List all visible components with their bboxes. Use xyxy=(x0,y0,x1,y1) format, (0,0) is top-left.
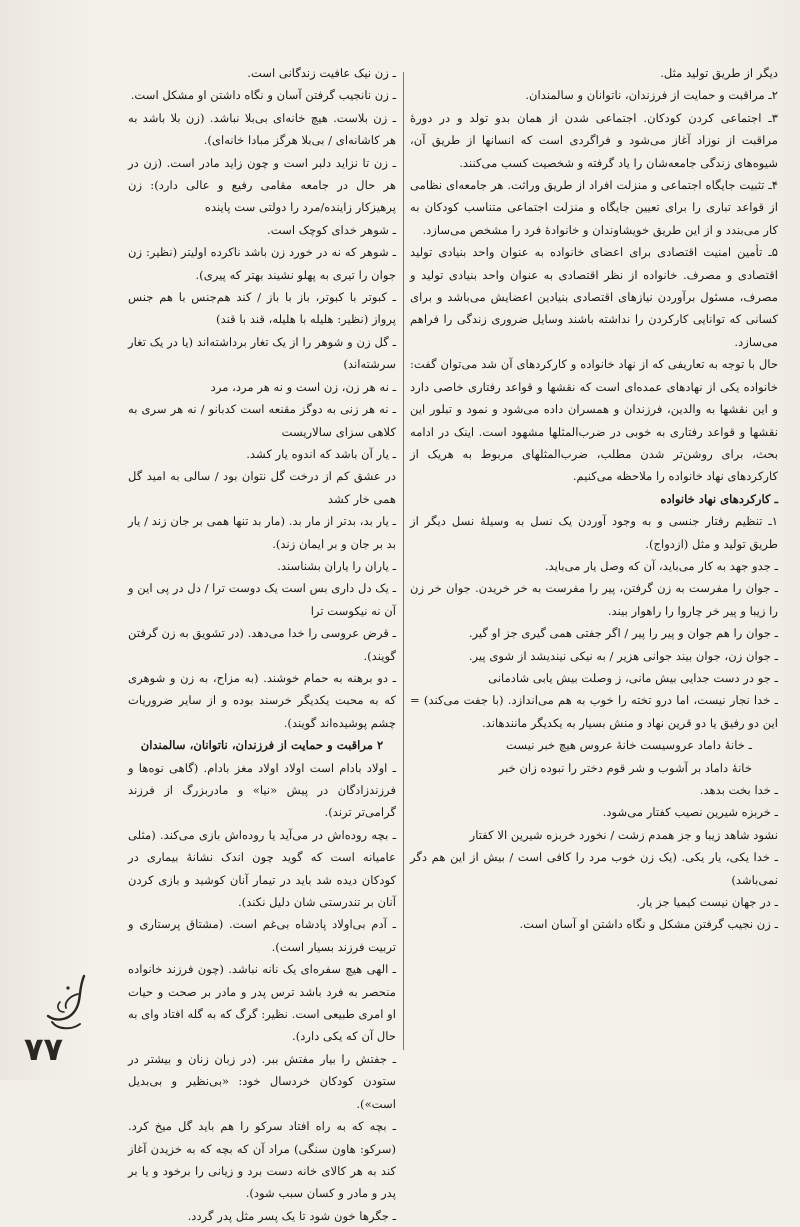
proverb: ـ اولاد بادام است اولاد اولاد مغز بادام. (گاهی نوه‌ها و فرزندزادگان در پیش «نیا» و مادربزرگ از فرزند گرامی‌تر ترند). xyxy=(128,760,396,820)
paragraph: دیگر از طریق تولید مثل. xyxy=(660,66,778,80)
proverb: ـ خربزه شیرین نصیب کفتار می‌شود. xyxy=(602,805,778,820)
proverb: ـ زن نجیب گرفتن مشکل و نگاه داشتن او آسان است. xyxy=(519,917,778,932)
left-column xyxy=(128,62,396,1223)
proverb: ـ دو برهنه به حمام خوشند. (به مزاح، به زن و شوهری که به محبت یکدیگر خرسند بوده و از سایر ضروریات چشم پوشیده‌اند گویند). xyxy=(128,670,396,730)
proverb: ـ یک دل داری بس است یک دوست ترا / دل در پی این و آن نه نیکوست ترا xyxy=(128,581,396,618)
kerman-logo-icon xyxy=(38,972,92,1036)
right-column xyxy=(410,62,778,1050)
proverb: ـ خدا بخت بدهد. xyxy=(699,783,778,797)
proverb: ـ زن نیک عافیت زندگانی است. xyxy=(247,66,396,80)
page-number: ۷۷ xyxy=(24,1030,64,1068)
proverb: ـ گل زن و شوهر را از یک تغار برداشته‌اند (یا در یک تغار سرشته‌اند) xyxy=(128,334,396,372)
proverb: ـ بچه که به راه افتاد سرکو را هم باید گل میخ کرد. (سرکو: هاون سنگی) مراد آن که بچه که به خزیدن آغاز کند به هر کالای خانه دست برد و زیانی را برخود و یا بر پدر و مادر و کسان سبب شود). xyxy=(128,1119,396,1201)
proverb: ـ در جهان نیست کیمیا جز یار. xyxy=(636,895,778,910)
proverb: ـ جگرها خون شود تا یک پسر مثل پدر گردد. xyxy=(187,1208,396,1223)
proverb: ـ نه هر زن، زن است و نه هر مرد، مرد xyxy=(210,379,396,394)
column-divider xyxy=(403,72,404,1050)
proverb: ـ جفتش را بیار مفتش ببر. (در زبان زنان و بیشتر در ستودن کودکان خردسال خود: «بی‌نظیر و بی‌بدیل است»). xyxy=(128,1051,396,1111)
paragraph: ۵ـ تأمین امنیت اقتصادی برای اعضای خانواده به عنوان واحد بنیادی تولید اقتصادی و مصرف. خانواده از نظر اقتصادی به عنوان واحد بنیادی تولید و مصرف، مسئول برآوردن نیازهای اقتصادی بنیادین اعضایش می‌باشد و برای کسانی که توانایی کارکردن را نداشته باشند وسایل ضروری زندگی را فراهم می‌سازد. xyxy=(410,245,778,349)
proverb: ـ جدو جهد به کار می‌باید، آن که وصل یار می‌باید. xyxy=(544,558,778,573)
paragraph: ۳ـ اجتماعی کردن کودکان. اجتماعی شدن از همان بدو تولد و در دورهٔ مراقبت از نوزاد آغاز می‌شود و فراگردی است که انسانها از طریق آن، شیوه‌های زندگی جامعه‌شان را یاد گرفته و شخصیت کسب می‌کنند. xyxy=(410,110,778,170)
poem-line: ـ خانهٔ داماد عروسیست خانهٔ عروس هیچ خبر نیست xyxy=(506,738,752,753)
section-heading: ـ کارکردهای نهاد خانواده xyxy=(660,491,778,506)
proverb: ـ نه هر زنی به دوگز مقنعه است کدبانو / نه هر سری به کلاهی سزای سالاریست xyxy=(128,402,396,439)
paragraph: ۲ـ مراقبت و حمایت از فرزندان، ناتوانان و سالمندان. xyxy=(525,88,778,103)
proverb: ـ الهی هیچ سفره‌ای یک نانه نباشد. (چون فرزند خانواده منحصر به فرد باشد ترس پدر و مادر بر صحت و حیات او امری طبیعی است. نظیر: گرگ که به گله افتاد وای به حال آن که یکی دارد). xyxy=(128,962,396,1044)
proverb: در عشق کم از درخت گل نتوان بود / سالی به امید گل همی خار کشد xyxy=(128,469,396,506)
proverb: ـ جوان زن، جوان بیند جوانی هزیر / به نیکی نیندیشد از شوی پیر. xyxy=(468,648,778,663)
proverb: ـ قرض عروسی را خدا می‌دهد. (در تشویق به زن گرفتن گویند). xyxy=(128,626,396,663)
proverb: ـ خدا نجار نیست، اما درو تخته را خوب به هم می‌اندازد. (با جفت می‌کند) = این دو رفیق یا دو قرین نهاد و منش بسیار به یکدیگر مانندهاند. xyxy=(410,693,778,730)
proverb: ـ کبوتر با کبوتر، باز با باز / کند هم‌جنس با هم جنس پرواز (نظیر: هلیله با هلیله، قند با قند) xyxy=(128,290,396,327)
proverb: ـ یاران را یاران بشناسند. xyxy=(277,558,396,573)
proverb: ـ خدا یکی، یار یکی. (یک زن خوب مرد را کافی است / بیش از این هم دگر نمی‌باشد) xyxy=(410,850,778,887)
proverb: ـ بچه روده‌اش در می‌آید یا روده‌اش بازی می‌کند. (مثلی عامیانه است که گوید چون اندک نشانهٔ بیماری در کودکان دیده شد باید در تیمار آنان کوشید و بازی کردن آنان بر تندرستی شان دلیل نکند). xyxy=(128,827,396,910)
proverb: ـ یار آن باشد که اندوه یار کشد. xyxy=(246,446,396,461)
proverb: ـ یار بد، بدتر از مار بد. (مار بد تنها همی بر جان زند / یار بد بر جان و بر ایمان زند). xyxy=(128,514,396,551)
section-heading: ۲ مراقبت و حمایت از فرزندان، ناتوانان، سالمندان xyxy=(140,738,384,753)
paragraph: ۱ـ تنظیم رفتار جنسی و به وجود آوردن یک نسل به وسیلهٔ نسل دیگر از طریق تولید و مثل (ازدواج). xyxy=(410,514,778,551)
poem-line: خانهٔ داماد بر آشوب و شر قوم دختر را نبوده زان خبر xyxy=(498,760,752,775)
proverb: ـ جو در دست جدایی بیش مانی، ز وصلت بیش یابی شادمانی xyxy=(488,670,778,685)
paragraph: ۴ـ تثبیت جایگاه اجتماعی و منزلت افراد از طریق وراثت. هر جامعه‌ای نظامی از قواعد تباری را برای تعیین جایگاه و منزلت اجتماعی متناسب کودکان به کار می‌بندد و از این طریق خویشاوندان و خانوادهٔ فرد را مشخص می‌سازد. xyxy=(410,178,778,237)
proverb: ـ جوان را مفرست به زن گرفتن، پیر را مفرست به خر خریدن. جوان خر زن را زیبا و پیر خر چاروا را راهوار بیند. xyxy=(410,581,778,618)
proverb: ـ شوهر خدای کوچک است. xyxy=(267,222,396,237)
proverb: ـ آدم بی‌اولاد پادشاه بی‌غم است. (مشتاق پرستاری و تربیت فرزند بسیار است). xyxy=(128,917,396,954)
proverb: ـ جوان را هم جوان و پیر را پیر / اگر جفتی همی گیری جز او گیر. xyxy=(468,626,778,641)
proverb: ـ شوهر که نه در خورد زن باشد ناکرده اولیتر (نظیر: زن جوان را تیری به پهلو نشیند بهتر که پیری). xyxy=(128,245,396,282)
paragraph: حال با توجه به تعاریفی که از نهاد خانواده و کارکردهای آن شد می‌توان گفت: خانواده یکی از نهادهای عمده‌ای است که نقشها و قواعد رفتاری خاصی دارد و این نقشها به والدین، فرزندان و همسران داده می‌شود و نمود و تبلور این نقشها و قواعد رفتاری به خوبی در ضرب‌المثلها مشهود است. اینک در ادامه بحث، برای روشن‌تر شدن مطلب، ضرب‌المثلهای مربوط به هریک از کارکردهای نهاد خانواده را ملاحظه می‌کنیم. xyxy=(410,357,778,484)
proverb: نشود شاهد زیبا و جز همدم زشت / نخورد خربزه شیرین الا کفتار xyxy=(469,827,778,842)
proverb: ـ زن نانجیب گرفتن آسان و نگاه داشتن او مشکل است. xyxy=(130,88,396,103)
proverb: ـ زن تا نزاید دلبر است و چون زاید مادر است. (زن در هر حال در جامعه مقامی رفیع و عالی دارد): زن پرهیزکار زاینده/مرد را دولتی ست پاینده xyxy=(128,155,396,215)
proverb: ـ زن بلاست. هیچ خانه‌ای بی‌بلا نباشد. (زن بلا باشد به هر کاشانه‌ای / بی‌بلا هرگز مبادا خانه‌ای). xyxy=(128,110,396,148)
